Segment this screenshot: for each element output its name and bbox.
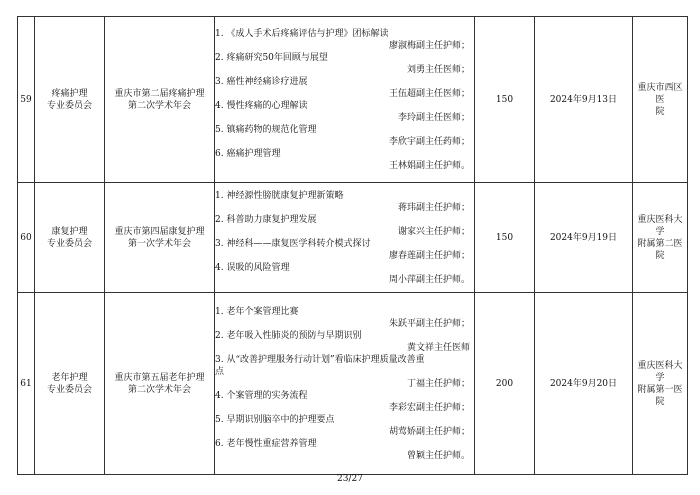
host-line: 重庆医科大学 (637, 214, 683, 237)
talk-title: 3. 神经科——康复医学科转介模式探讨 (215, 238, 371, 249)
credit-hours: 200 (475, 293, 535, 475)
table-row (18, 183, 688, 293)
talk-title: 4. 误吸的风险管理 (215, 262, 290, 273)
host-line: 附属第一医院 (637, 384, 683, 407)
row-number: 59 (18, 17, 35, 183)
talk-speaker: 王林娟副主任护师。 (388, 160, 470, 171)
table-row (18, 293, 688, 475)
talk-speaker: 刘勇主任医师； (406, 64, 470, 75)
meeting-date: 2024年9月20日 (535, 293, 633, 475)
talk-title: 1. 老年个案管理比赛 (215, 306, 299, 317)
committee-line: 专业委员会 (46, 238, 92, 249)
talk-title: 4. 慢性疼痛的心理解读 (215, 100, 308, 111)
talk-list (215, 293, 475, 475)
meeting-line: 重庆市第二届疼痛护理 (114, 88, 205, 99)
talk-speaker: 胡莺娇副主任护师； (388, 426, 470, 437)
talk-speaker: 黄文祥主任医师 (406, 342, 470, 353)
talk-title: 4. 个案管理的实务流程 (215, 390, 308, 401)
meeting-line: 重庆市第四届康复护理 (114, 226, 205, 237)
meeting-date: 2024年9月19日 (535, 183, 633, 293)
talk-speaker: 李玲副主任医师； (397, 112, 470, 123)
talk-speaker: 蒋玮副主任护师； (397, 202, 470, 213)
meeting-line: 第一次学术年会 (127, 238, 191, 249)
talk-speaker: 廖淑梅副主任护师； (388, 40, 470, 51)
talk-title: 2. 老年吸入性肺炎的预防与早期识别 (215, 330, 362, 341)
meeting-name (105, 183, 215, 293)
host-line: 重庆市西区医 (637, 82, 683, 105)
committee-line: 专业委员会 (46, 384, 92, 395)
talk-speaker: 李彩宏副主任护师； (388, 402, 470, 413)
meeting-name (105, 293, 215, 475)
meeting-line: 第二次学术年会 (127, 384, 191, 395)
committee-name (35, 183, 105, 293)
talk-title: 2. 疼痛研究50年回顾与展望 (215, 52, 328, 63)
credit-hours: 150 (475, 183, 535, 293)
page-number: 23/27 (337, 474, 363, 484)
talk-speaker: 王伍超副主任医师； (388, 88, 470, 99)
talk-speaker: 李欣宇副主任药师； (388, 136, 470, 147)
talk-speaker: 曾颖主任护师。 (406, 450, 470, 461)
talk-title-continued: 点 (215, 366, 225, 377)
table-body (18, 17, 688, 475)
host-line: 重庆医科大学 (637, 360, 683, 383)
host-institution (633, 17, 688, 183)
talk-title: 2. 科普助力康复护理发展 (215, 214, 317, 225)
committee-name (35, 293, 105, 475)
committee-line: 疼痛护理 (51, 88, 88, 99)
talk-title: 5. 早期识别脑卒中的护理要点 (215, 414, 335, 425)
host-line: 院 (655, 106, 665, 117)
meeting-name (105, 17, 215, 183)
talk-title: 6. 老年慢性重症营养管理 (215, 438, 317, 449)
talk-title: 3. 癌性神经痛诊疗进展 (215, 76, 308, 87)
talk-title: 3. 从“改善护理服务行动计划”看临床护理质量改善重 (215, 354, 425, 365)
talk-list (215, 17, 475, 183)
row-number: 60 (18, 183, 35, 293)
talk-speaker: 丁福主任护师； (406, 378, 470, 389)
talk-title: 1. 《成人手术后疼痛评估与护理》团标解读 (215, 28, 389, 39)
talk-speaker: 朱跃平副主任护师； (388, 318, 470, 329)
meeting-date: 2024年9月13日 (535, 17, 633, 183)
credit-hours: 150 (475, 17, 535, 183)
talk-title: 6. 癌痛护理管理 (215, 148, 281, 159)
meeting-table (17, 16, 688, 475)
committee-line: 康复护理 (51, 226, 88, 237)
meeting-line: 第二次学术年会 (127, 100, 191, 111)
talk-speaker: 廖春莲副主任护师； (388, 250, 470, 261)
talk-speaker: 周小萍副主任护师。 (388, 274, 470, 285)
committee-line: 老年护理 (51, 372, 88, 383)
talk-list (215, 183, 475, 293)
committee-name (35, 17, 105, 183)
host-institution (633, 183, 688, 293)
committee-line: 专业委员会 (46, 100, 92, 111)
row-number: 61 (18, 293, 35, 475)
meeting-line: 重庆市第五届老年护理 (114, 372, 205, 383)
talk-title: 1. 神经源性膀胱康复护理新策略 (215, 190, 344, 201)
host-line: 附属第二医院 (637, 238, 683, 261)
host-institution (633, 293, 688, 475)
table-row (18, 17, 688, 183)
talk-title: 5. 镇痛药物的规范化管理 (215, 124, 317, 135)
talk-speaker: 谢家兴主任护师； (397, 226, 470, 237)
